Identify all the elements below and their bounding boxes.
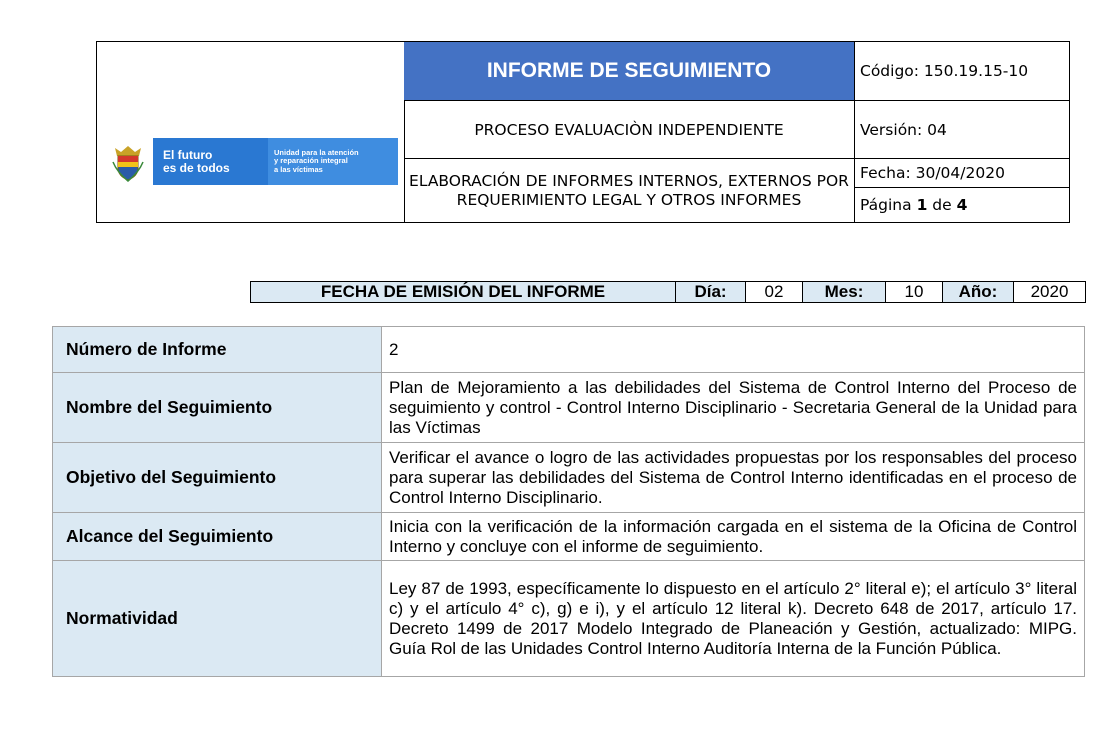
row-value: Ley 87 de 1993, específicamente lo dispuesto en el artículo 2° literal e); el artículo 3° literal c) y el artículo 4° c), g) e i), y el artículo 12 literal k). Decreto 648 de 2017, artículo 17. Decreto 1499 de 2017 Modelo Integrado de Planeación y Gestión, actualizado: MIPG. Guía Rol de las Unidades Control Interno Auditoría Interna de la Función Pública. [382, 561, 1085, 677]
row-label: Número de Informe [53, 327, 382, 373]
page-total: 4 [956, 196, 968, 214]
document-code: Código: 150.19.15-10 [854, 42, 1069, 101]
emission-date-row [250, 281, 1086, 303]
day-label: Día: [676, 282, 746, 302]
process-name: PROCESO EVALUACIÒN INDEPENDIENTE [404, 101, 854, 159]
report-info-table [52, 326, 1085, 677]
document-title: INFORME DE SEGUIMIENTO [404, 42, 854, 101]
logo-cell [97, 42, 405, 222]
logo-unit-line1: Unidad para la atención [274, 147, 359, 157]
document-header [96, 41, 1070, 223]
row-label: Alcance del Seguimiento [53, 513, 382, 561]
table-row [53, 561, 1085, 677]
page-label: Página [860, 196, 912, 214]
coat-of-arms-icon [103, 138, 153, 185]
row-value: Plan de Mejoramiento a las debilidades del Sistema de Control Interno del Proceso de seguimiento y control - Control Interno Disciplinario - Secretaria General de la Unidad para las Víctimas [382, 373, 1085, 443]
logo-unit-line2: y reparación integral [274, 156, 348, 166]
logo-line2: es de todos [163, 160, 230, 175]
table-row [53, 513, 1085, 561]
day-value: 02 [746, 282, 803, 302]
month-value: 10 [886, 282, 943, 302]
document-version: Versión: 04 [854, 101, 1069, 159]
year-label: Año: [943, 282, 1014, 302]
table-row [53, 373, 1085, 443]
logo-slogan [153, 138, 268, 185]
elaboration-name: ELABORACIÓN DE INFORMES INTERNOS, EXTERNOS POR REQUERIMIENTO LEGAL Y OTROS INFORMES [409, 171, 849, 209]
page-current: 1 [916, 196, 928, 214]
institution-logo [103, 138, 398, 185]
header-metadata [854, 42, 1069, 222]
logo-unit-name [268, 138, 398, 185]
header-center [404, 42, 855, 222]
document-date: Fecha: 30/04/2020 [854, 159, 1069, 188]
row-value: 2 [382, 327, 1085, 373]
row-value: Verificar el avance o logro de las actividades propuestas por los responsables del proceso para superar las debilidades del Sistema de Control Interno identificadas en el proceso de Control Interno Disciplinario. [382, 443, 1085, 513]
row-label: Objetivo del Seguimiento [53, 443, 382, 513]
table-row [53, 443, 1085, 513]
emission-label: FECHA DE EMISIÓN DEL INFORME [251, 282, 676, 302]
year-value: 2020 [1014, 282, 1085, 302]
row-label: Normatividad [53, 561, 382, 677]
logo-line1: El futuro [163, 147, 213, 162]
page-indicator [854, 188, 1069, 222]
logo-unit-line3: a las víctimas [274, 164, 323, 174]
month-label: Mes: [803, 282, 886, 302]
row-value: Inicia con la verificación de la información cargada en el sistema de la Oficina de Control Interno y concluye con el informe de seguimiento. [382, 513, 1085, 561]
page-of: de [932, 196, 952, 214]
row-label: Nombre del Seguimiento [53, 373, 382, 443]
table-row [53, 327, 1085, 373]
